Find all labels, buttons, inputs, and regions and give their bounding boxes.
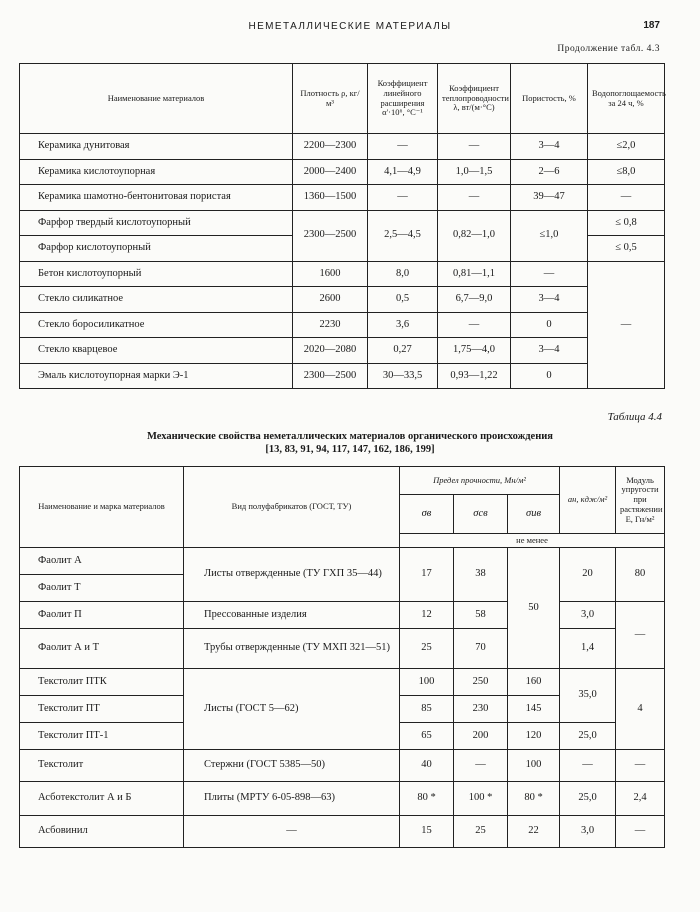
cell-sigma-sv: 25: [454, 816, 508, 848]
cell-density: 2200—2300: [293, 134, 368, 160]
cell-name: Фарфор кислотоупорный: [20, 236, 293, 262]
table-row: [20, 261, 665, 287]
cell-conductivity: —: [438, 185, 511, 211]
cell-expansion: 2,5—4,5: [368, 210, 438, 261]
cell-name: Фаолит Т: [20, 575, 184, 602]
table-row: [20, 185, 665, 211]
cell-conductivity: 0,81—1,1: [438, 261, 511, 287]
col-header-absorption: Водопоглощаемость за 24 ч, %: [588, 64, 665, 134]
cell-name: Текстолит ПТ-1: [20, 723, 184, 750]
col-header-modulus: Модуль упругости при растяжении E, Гн/м²: [616, 467, 665, 534]
cell-name: Асботекстолит А и Б: [20, 782, 184, 816]
cell-expansion: 4,1—4,9: [368, 159, 438, 185]
cell-sigma-sv: 70: [454, 629, 508, 669]
cell-name: Керамика дунитовая: [20, 134, 293, 160]
cell-porosity: 3—4: [511, 338, 588, 364]
running-title: НЕМЕТАЛЛИЧЕСКИЕ МАТЕРИАЛЫ: [248, 21, 452, 32]
col-header-expansion: Коэффициент линейного расширения α'·10⁶, °C⁻¹: [368, 64, 438, 134]
cell-name: Керамика шамотно-бентонитовая пористая: [20, 185, 293, 211]
col-header-density: Плотность ρ, кг/м³: [293, 64, 368, 134]
cell-form: Трубы отвержденные (ТУ МХП 321—51): [184, 629, 400, 669]
cell-modulus: —: [616, 602, 665, 669]
cell-sigma-iv: 145: [508, 696, 560, 723]
table-4-3: [19, 63, 665, 389]
cell-sigma-v: 100: [400, 669, 454, 696]
cell-name: Стекло боросиликатное: [20, 312, 293, 338]
cell-modulus: 80: [616, 548, 665, 602]
cell-sigma-iv: 100: [508, 750, 560, 782]
cell-sigma-sv: 250: [454, 669, 508, 696]
cell-sigma-sv: 38: [454, 548, 508, 602]
cell-name: Фаолит А: [20, 548, 184, 575]
cell-conductivity: 6,7—9,0: [438, 287, 511, 313]
cell-form: Листы (ГОСТ 5—62): [184, 669, 400, 750]
col-header-conductivity: Коэффициент теплопроводности λ, вт/(м·°С): [438, 64, 511, 134]
cell-form: Стержни (ГОСТ 5385—50): [184, 750, 400, 782]
cell-expansion: 0,5: [368, 287, 438, 313]
cell-modulus: —: [616, 750, 665, 782]
col-header-impact: aн, кдж/м²: [560, 467, 616, 534]
cell-form: Прессованные изделия: [184, 602, 400, 629]
table-row: [20, 782, 665, 816]
table-row: [20, 816, 665, 848]
cell-expansion: 3,6: [368, 312, 438, 338]
table-row: [20, 134, 665, 160]
table-row: [20, 312, 665, 338]
cell-name: Эмаль кислотоупорная марки Э-1: [20, 363, 293, 389]
cell-porosity: 0: [511, 363, 588, 389]
table-row: [20, 338, 665, 364]
cell-form: Листы отвержденные (ТУ ГХП 35—44): [184, 548, 400, 602]
cell-expansion: 8,0: [368, 261, 438, 287]
cell-absorption: —: [588, 261, 665, 389]
cell-absorption: ≤2,0: [588, 134, 665, 160]
cell-porosity: —: [511, 261, 588, 287]
col-header-sigma-v: σв: [400, 495, 454, 534]
cell-name: Асбовинил: [20, 816, 184, 848]
cell-name: Текстолит ПТ: [20, 696, 184, 723]
cell-density: 2230: [293, 312, 368, 338]
table-4-4: [19, 466, 665, 848]
cell-sigma-sv: 200: [454, 723, 508, 750]
table-row: [20, 287, 665, 313]
cell-porosity: 0: [511, 312, 588, 338]
cell-expansion: 30—33,5: [368, 363, 438, 389]
table-header-row: [20, 64, 665, 134]
cell-impact: 25,0: [560, 782, 616, 816]
cell-name: Стекло силикатное: [20, 287, 293, 313]
cell-conductivity: —: [438, 312, 511, 338]
cell-expansion: —: [368, 185, 438, 211]
cell-sigma-iv: 160: [508, 669, 560, 696]
cell-absorption: ≤ 0,5: [588, 236, 665, 262]
min-note: не менее: [400, 534, 665, 548]
cell-density: 1360—1500: [293, 185, 368, 211]
cell-sigma-v: 85: [400, 696, 454, 723]
cell-expansion: —: [368, 134, 438, 160]
cell-sigma-iv: 120: [508, 723, 560, 750]
cell-name: Фарфор твердый кислотоупорный: [20, 210, 293, 236]
table-row: [20, 363, 665, 389]
cell-sigma-sv: 100 *: [454, 782, 508, 816]
cell-expansion: 0,27: [368, 338, 438, 364]
cell-name: Текстолит: [20, 750, 184, 782]
cell-absorption: —: [588, 185, 665, 211]
cell-porosity: 3—4: [511, 134, 588, 160]
cell-name: Бетон кислотоупорный: [20, 261, 293, 287]
col-header-sigma-iv: σив: [508, 495, 560, 534]
table-row: [20, 669, 665, 696]
cell-impact: 20: [560, 548, 616, 602]
cell-density: 2000—2400: [293, 159, 368, 185]
cell-form: —: [184, 816, 400, 848]
table-row: [20, 159, 665, 185]
cell-name: Фаолит П: [20, 602, 184, 629]
cell-sigma-v: 40: [400, 750, 454, 782]
cell-sigma-iv: 50: [508, 548, 560, 669]
col-header-porosity: Пористость, %: [511, 64, 588, 134]
table-row: [20, 210, 665, 236]
table-row: [20, 750, 665, 782]
cell-density: 2600: [293, 287, 368, 313]
cell-sigma-v: 17: [400, 548, 454, 602]
table-references: [13, 83, 91, 94, 117, 147, 162, 186, 199]: [265, 444, 435, 456]
cell-impact: 35,0: [560, 669, 616, 723]
cell-conductivity: 1,75—4,0: [438, 338, 511, 364]
cell-modulus: 2,4: [616, 782, 665, 816]
cell-form: Плиты (МРТУ 6-05-898—63): [184, 782, 400, 816]
cell-absorption: ≤ 0,8: [588, 210, 665, 236]
cell-name: Фаолит А и Т: [20, 629, 184, 669]
cell-impact: 3,0: [560, 602, 616, 629]
cell-sigma-sv: 58: [454, 602, 508, 629]
table-row: [20, 602, 665, 629]
cell-conductivity: 0,82—1,0: [438, 210, 511, 261]
cell-sigma-sv: —: [454, 750, 508, 782]
cell-sigma-v: 15: [400, 816, 454, 848]
cell-name: Керамика кислотоупорная: [20, 159, 293, 185]
cell-sigma-v: 80 *: [400, 782, 454, 816]
table-4-4-title: [0, 430, 700, 456]
table-header-row: [20, 467, 665, 495]
cell-sigma-v: 65: [400, 723, 454, 750]
col-header-name: Наименование материалов: [20, 64, 293, 134]
table-row: [20, 629, 665, 669]
col-header-form: Вид полуфабрикатов (ГОСТ, ТУ): [184, 467, 400, 548]
cell-sigma-v: 25: [400, 629, 454, 669]
cell-porosity: 3—4: [511, 287, 588, 313]
cell-sigma-sv: 230: [454, 696, 508, 723]
col-header-strength: Предел прочности, Мн/м²: [400, 467, 560, 495]
cell-porosity: 2—6: [511, 159, 588, 185]
cell-impact: 25,0: [560, 723, 616, 750]
cell-conductivity: —: [438, 134, 511, 160]
cell-conductivity: 0,93—1,22: [438, 363, 511, 389]
table-title-line: Механические свойства неметаллических материалов органического происхождения: [146, 431, 553, 442]
cell-impact: —: [560, 750, 616, 782]
cell-density: 2300—2500: [293, 210, 368, 261]
cell-name: Текстолит ПТК: [20, 669, 184, 696]
col-header-sigma-sv: σсв: [454, 495, 508, 534]
cell-impact: 3,0: [560, 816, 616, 848]
cell-density: 2020—2080: [293, 338, 368, 364]
continuation-note: Продолжение табл. 4.3: [557, 44, 660, 54]
cell-conductivity: 1,0—1,5: [438, 159, 511, 185]
table-4-4-label: Таблица 4.4: [607, 411, 662, 423]
col-header-name: Наименование и марка материалов: [20, 467, 184, 548]
cell-sigma-iv: 22: [508, 816, 560, 848]
cell-density: 2300—2500: [293, 363, 368, 389]
table-row: [20, 548, 665, 575]
cell-absorption: ≤8,0: [588, 159, 665, 185]
cell-density: 1600: [293, 261, 368, 287]
cell-modulus: —: [616, 816, 665, 848]
page-number: 187: [643, 20, 660, 31]
cell-sigma-v: 12: [400, 602, 454, 629]
cell-modulus: 4: [616, 669, 665, 750]
cell-porosity: ≤1,0: [511, 210, 588, 261]
cell-impact: 1,4: [560, 629, 616, 669]
cell-sigma-iv: 80 *: [508, 782, 560, 816]
cell-porosity: 39—47: [511, 185, 588, 211]
cell-name: Стекло кварцевое: [20, 338, 293, 364]
